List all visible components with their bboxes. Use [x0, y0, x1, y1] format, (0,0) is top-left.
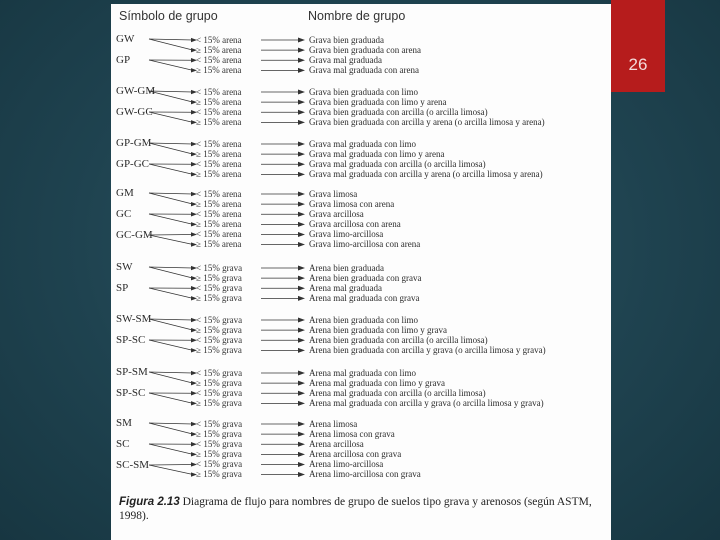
- group-names-column: [309, 263, 609, 303]
- group-name: Arena mal graduada con limo: [309, 368, 416, 378]
- criterion: < 15% grava: [196, 263, 243, 273]
- fan-line: [149, 164, 193, 174]
- group-name: Grava bien graduada con limo: [309, 87, 418, 97]
- group-name: Grava limo-arcillosa con arena: [309, 239, 421, 250]
- fan-line: [149, 393, 193, 403]
- fan-line: [149, 234, 193, 235]
- flow-arrowhead: [298, 152, 305, 157]
- group-symbol: SP-SC: [116, 387, 146, 399]
- group-symbol: GW-GM: [116, 85, 156, 97]
- flow-arrowhead: [298, 442, 305, 447]
- group-names-column: [309, 189, 609, 250]
- criterion: ≥ 15% arena: [196, 149, 242, 160]
- flow-arrowhead: [298, 371, 305, 376]
- group-names-column: [309, 35, 609, 75]
- fan-line: [149, 39, 193, 50]
- criterion: < 15% grava: [196, 459, 243, 470]
- fan-line: [149, 464, 193, 465]
- criterion: < 15% arena: [196, 35, 242, 45]
- fan-line: [149, 372, 193, 373]
- group-symbol: SW-SM: [116, 313, 152, 325]
- criterion: < 15% arena: [196, 209, 242, 220]
- criterion: < 15% grava: [196, 388, 243, 399]
- group-names-column: [309, 139, 609, 179]
- fan-line: [149, 340, 193, 350]
- flow-arrowhead: [298, 68, 305, 73]
- flow-arrowhead: [298, 212, 305, 217]
- flow-arrowhead: [298, 162, 305, 167]
- group-name: Arena mal graduada con grava: [309, 293, 420, 304]
- criterion: ≥ 15% arena: [196, 239, 242, 250]
- group-name: Arena limosa: [309, 419, 358, 429]
- group-name: Grava limo-arcillosa: [309, 229, 384, 240]
- group-name: Grava limosa: [309, 189, 358, 199]
- criterion: ≥ 15% grava: [196, 378, 242, 389]
- criteria-column: [196, 189, 260, 250]
- group-symbol: SM: [116, 417, 132, 429]
- fan-line: [149, 235, 193, 245]
- fan-line: [149, 288, 193, 298]
- criterion: ≥ 15% arena: [196, 45, 242, 56]
- fan-line: [149, 143, 193, 154]
- flow-arrowhead: [298, 266, 305, 271]
- criterion: < 15% arena: [196, 87, 242, 97]
- name-column-header: Nombre de grupo: [308, 9, 406, 23]
- group-name: Arena limo-arcillosa con grava: [309, 469, 421, 480]
- fan-line: [149, 39, 193, 40]
- flow-arrowhead: [298, 286, 305, 291]
- criterion: ≥ 15% grava: [196, 345, 242, 356]
- group-symbol: SP: [116, 282, 129, 294]
- criterion: ≥ 15% grava: [196, 469, 242, 480]
- criterion: ≥ 15% grava: [196, 273, 242, 284]
- group-name: Arena bien graduada con arcilla y grava (o arcilla limosa y grava): [309, 345, 546, 356]
- group-name: Arena bien graduada con grava: [309, 273, 422, 284]
- flow-arrowhead: [298, 432, 305, 437]
- flow-arrowhead: [298, 100, 305, 105]
- group-name: Arena bien graduada con limo y grava: [309, 325, 447, 336]
- fan-line: [149, 423, 193, 434]
- flow-arrowhead: [298, 348, 305, 353]
- fan-line: [149, 91, 193, 92]
- group-name: Grava mal graduada con arena: [309, 65, 419, 76]
- flow-arrowhead: [298, 120, 305, 125]
- flow-arrowhead: [298, 276, 305, 281]
- criteria-column: [196, 139, 260, 179]
- criterion: < 15% grava: [196, 335, 243, 346]
- criteria-column: [196, 35, 260, 75]
- group-symbol: GP-GC: [116, 158, 150, 170]
- criterion: < 15% grava: [196, 419, 243, 429]
- fan-line: [149, 214, 193, 224]
- fan-line: [149, 91, 193, 102]
- group-name: Arena arcillosa con grava: [309, 449, 402, 460]
- group-name: Grava arcillosa con arena: [309, 219, 401, 230]
- flow-arrowhead: [298, 38, 305, 43]
- group-name: Arena limosa con grava: [309, 429, 395, 440]
- criterion: < 15% grava: [196, 283, 243, 294]
- flow-arrowhead: [298, 202, 305, 207]
- fan-line: [149, 372, 193, 383]
- group-name: Grava mal graduada con limo: [309, 139, 416, 149]
- group-name: Grava arcillosa: [309, 209, 364, 220]
- fan-line: [149, 423, 193, 424]
- criterion: < 15% arena: [196, 189, 242, 199]
- group-name: Arena mal graduada con arcilla y grava (o arcilla limosa y grava): [309, 398, 544, 409]
- flow-arrowhead: [298, 90, 305, 95]
- criterion: ≥ 15% grava: [196, 398, 242, 409]
- group-name: Arena mal graduada con arcilla (o arcilla limosa): [309, 388, 486, 399]
- flow-arrowhead: [298, 172, 305, 177]
- fan-line: [149, 444, 193, 454]
- group-name: Arena mal graduada: [309, 283, 382, 294]
- caption-label: Figura 2.13: [119, 496, 180, 508]
- criterion: < 15% arena: [196, 55, 242, 66]
- group-symbol: GP: [116, 54, 131, 66]
- criterion: ≥ 15% arena: [196, 169, 242, 180]
- criterion: < 15% arena: [196, 159, 242, 170]
- flow-arrowhead: [298, 142, 305, 147]
- group-name: Arena bien graduada con limo: [309, 315, 418, 325]
- flow-arrowhead: [298, 338, 305, 343]
- group-names-column: [309, 87, 609, 127]
- criterion: < 15% grava: [196, 439, 243, 450]
- flow-arrowhead: [298, 48, 305, 53]
- criteria-column: [196, 87, 260, 127]
- group-names-column: [309, 368, 609, 408]
- group-name: Grava mal graduada: [309, 55, 382, 66]
- criterion: < 15% grava: [196, 315, 243, 325]
- flow-arrowhead: [298, 328, 305, 333]
- slide-number-badge: [611, 0, 665, 92]
- fan-line: [149, 319, 193, 330]
- flow-arrowhead: [298, 462, 305, 467]
- fan-line: [149, 267, 193, 278]
- criteria-column: [196, 263, 260, 303]
- flow-arrowhead: [298, 391, 305, 396]
- flow-arrowhead: [298, 381, 305, 386]
- criterion: ≥ 15% arena: [196, 219, 242, 230]
- criterion: ≥ 15% grava: [196, 429, 242, 440]
- group-symbol: GW: [116, 33, 135, 45]
- group-symbol: SP-SM: [116, 366, 148, 378]
- flow-arrowhead: [298, 452, 305, 457]
- figure-caption: [119, 495, 609, 523]
- group-name: Grava bien graduada: [309, 35, 384, 45]
- flow-arrowhead: [298, 232, 305, 237]
- group-name: Grava bien graduada con limo y arena: [309, 97, 447, 108]
- group-name: Grava bien graduada con arcilla y arena (o arcilla limosa y arena): [309, 117, 545, 128]
- criteria-column: [196, 368, 260, 408]
- flow-arrowhead: [298, 422, 305, 427]
- group-symbol: GC-GM: [116, 229, 153, 241]
- flow-arrowhead: [298, 222, 305, 227]
- group-symbol: GP-GM: [116, 137, 152, 149]
- group-name: Grava limosa con arena: [309, 199, 395, 210]
- flow-arrowhead: [298, 296, 305, 301]
- caption-text: Diagrama de flujo para nombres de grupo de suelos tipo grava y arenosos (según ASTM, 1998).: [119, 496, 592, 522]
- group-name: Grava mal graduada con arcilla (o arcilla limosa): [309, 159, 486, 170]
- fan-line: [149, 319, 193, 320]
- flow-arrowhead: [298, 242, 305, 247]
- criterion: < 15% arena: [196, 229, 242, 240]
- criterion: ≥ 15% grava: [196, 449, 242, 460]
- flow-arrowhead: [298, 472, 305, 477]
- group-symbol: GC: [116, 208, 132, 220]
- group-name: Grava mal graduada con limo y arena: [309, 149, 445, 160]
- criterion: ≥ 15% grava: [196, 293, 242, 304]
- criterion: < 15% grava: [196, 368, 243, 378]
- group-name: Arena mal graduada con limo y grava: [309, 378, 445, 389]
- fan-line: [149, 465, 193, 475]
- criterion: ≥ 15% arena: [196, 117, 242, 128]
- group-symbol: SP-SC: [116, 334, 146, 346]
- group-symbol: SW: [116, 261, 133, 273]
- criterion: ≥ 15% grava: [196, 325, 242, 336]
- group-symbol: GM: [116, 187, 134, 199]
- flow-arrowhead: [298, 58, 305, 63]
- group-name: Grava bien graduada con arena: [309, 45, 421, 56]
- group-name: Grava mal graduada con arcilla y arena (o arcilla limosa y arena): [309, 169, 543, 180]
- criteria-column: [196, 419, 260, 480]
- criterion: ≥ 15% arena: [196, 97, 242, 108]
- fan-line: [149, 193, 193, 204]
- fan-line: [149, 193, 193, 194]
- criterion: ≥ 15% arena: [196, 65, 242, 76]
- group-name: Arena arcillosa: [309, 439, 364, 450]
- group-symbol: SC: [116, 438, 130, 450]
- group-name: Arena bien graduada con arcilla (o arcilla limosa): [309, 335, 488, 346]
- slide-number: 26: [628, 55, 648, 74]
- group-name: Arena limo-arcillosa: [309, 459, 384, 470]
- group-name: Arena bien graduada: [309, 263, 384, 273]
- flow-arrowhead: [298, 110, 305, 115]
- group-name: Grava bien graduada con arcilla (o arcilla limosa): [309, 107, 488, 118]
- fan-line: [149, 60, 193, 70]
- fan-line: [149, 143, 193, 144]
- criteria-column: [196, 315, 260, 355]
- group-symbol: SC-SM: [116, 459, 150, 471]
- flow-arrowhead: [298, 318, 305, 323]
- criterion: ≥ 15% arena: [196, 199, 242, 210]
- fan-line: [149, 112, 193, 122]
- criterion: < 15% arena: [196, 139, 242, 149]
- figure-sheet: [111, 4, 611, 540]
- fan-line: [149, 267, 193, 268]
- group-names-column: [309, 315, 609, 355]
- group-names-column: [309, 419, 609, 480]
- criterion: < 15% arena: [196, 107, 242, 118]
- flow-arrowhead: [298, 192, 305, 197]
- group-symbol: GW-GC: [116, 106, 153, 118]
- symbol-column-header: Símbolo de grupo: [119, 9, 218, 23]
- flow-arrowhead: [298, 401, 305, 406]
